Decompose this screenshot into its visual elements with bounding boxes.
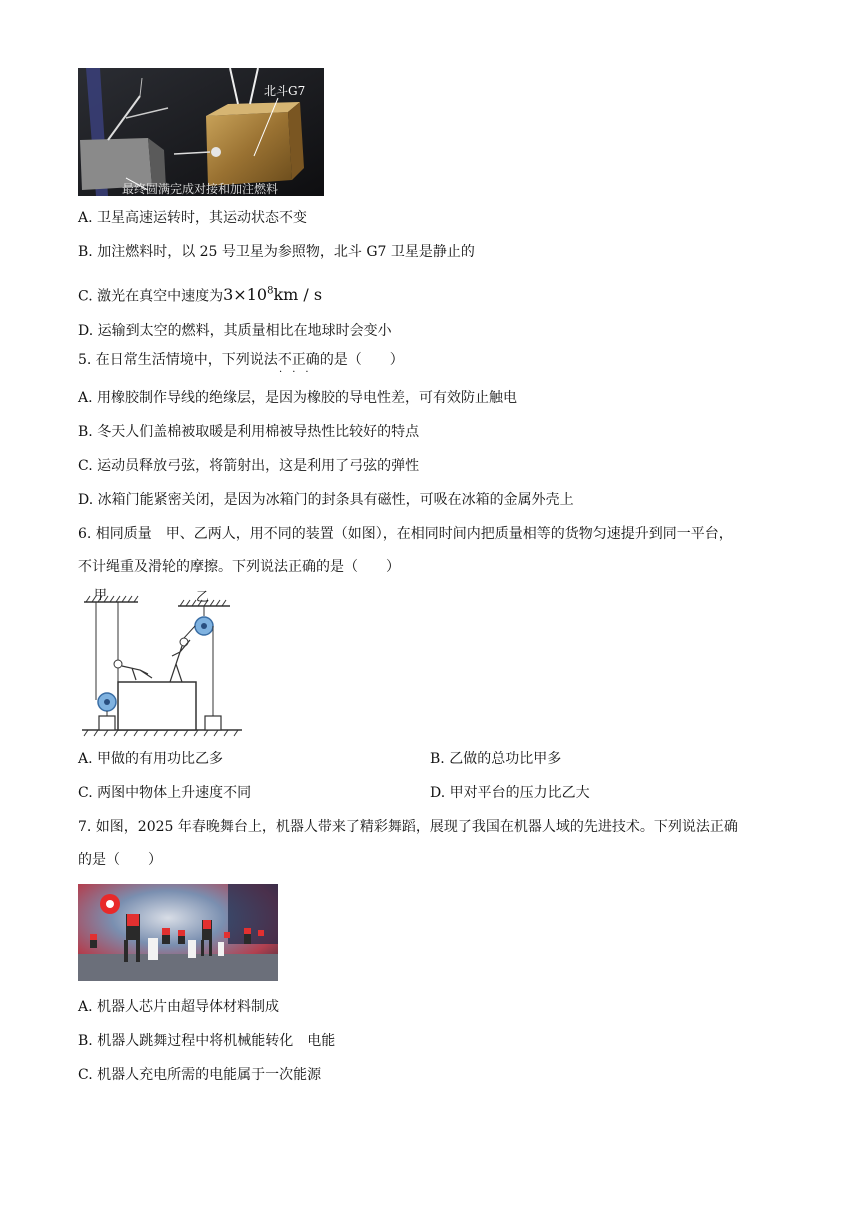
q7-option-b: B. 机器人跳舞过程中将机械能转化 电能 <box>78 1033 336 1049</box>
emphasis-dots: ··· <box>279 367 319 378</box>
robot-stage-illustration <box>78 884 278 981</box>
formula-unit: km / s <box>273 285 323 305</box>
pulley-diagram <box>78 584 244 740</box>
q5-stem-before: 5. 在日常生活情境中，下列说法 <box>78 352 278 368</box>
formula-base: 3×10 <box>223 285 268 305</box>
q5-stem-after: 的是（ ） <box>319 352 404 368</box>
q7-option-a: A. 机器人芯片由超导体材料制成 <box>78 999 280 1015</box>
satellite-caption: 最终圆满完成对接和加注燃料 <box>122 182 279 196</box>
pulley-label-jia: 甲 <box>94 588 108 603</box>
q5-stem <box>78 350 404 378</box>
q7-option-c: C. 机器人充电所需的电能属于一次能源 <box>78 1067 322 1083</box>
q4-option-d: D. 运输到太空的燃料，其质量相比在地球时会变小 <box>78 323 392 339</box>
q5-option-c: C. 运动员释放弓弦，将箭射出，这是利用了弓弦的弹性 <box>78 458 420 474</box>
q5-option-a: A. 用橡胶制作导线的绝缘层，是因为橡胶的导电性差，可有效防止触电 <box>78 390 518 406</box>
satellite-label-g7: 北斗G7 <box>264 84 306 98</box>
q6-option-d: D. 甲对平台的压力比乙大 <box>430 785 590 801</box>
formula-exponent: 8 <box>267 286 274 297</box>
q4-option-c <box>78 282 322 306</box>
q6-stem-line2: 不计绳重及滑轮的摩擦。下列说法正确的是（ ） <box>78 559 400 575</box>
q6-option-b: B. 乙做的总功比甲多 <box>430 751 562 767</box>
satellite-docking-image <box>78 68 324 196</box>
pulley-label-yi: 乙 <box>196 590 210 605</box>
q4-option-c-text: C. 激光在真空中速度为 <box>78 288 224 305</box>
q7-stem-line1: 7. 如图，2025 年春晚舞台上，机器人带来了精彩舞蹈，展现了我国在机器人域的先进技术。下列说法正确 <box>78 819 738 835</box>
pulley-drawing <box>78 584 244 740</box>
q6-option-a: A. 甲做的有用功比乙多 <box>78 751 224 767</box>
q4-option-a: A. 卫星高速运转时，其运动状态不变 <box>78 210 308 226</box>
q6-stem-line1: 6. 相同质量 甲、乙两人，用不同的装置（如图），在相同时间内把质量相等的货物匀速提升到同一平台， <box>78 526 733 542</box>
q5-stem-emphasis: 不正确 ··· <box>277 352 320 378</box>
robot-dance-image <box>78 884 278 981</box>
q4-option-b: B. 加注燃料时，以 25 号卫星为参照物，北斗 G7 卫星是静止的 <box>78 244 475 260</box>
q6-option-c: C. 两图中物体上升速度不同 <box>78 785 252 801</box>
q7-stem-line2: 的是（ ） <box>78 852 162 868</box>
q5-option-d: D. 冰箱门能紧密关闭，是因为冰箱门的封条具有磁性，可吸在冰箱的金属外壳上 <box>78 492 574 508</box>
q5-option-b: B. 冬天人们盖棉被取暖是利用棉被导热性比较好的特点 <box>78 424 420 440</box>
q4-option-c-formula <box>223 285 322 304</box>
